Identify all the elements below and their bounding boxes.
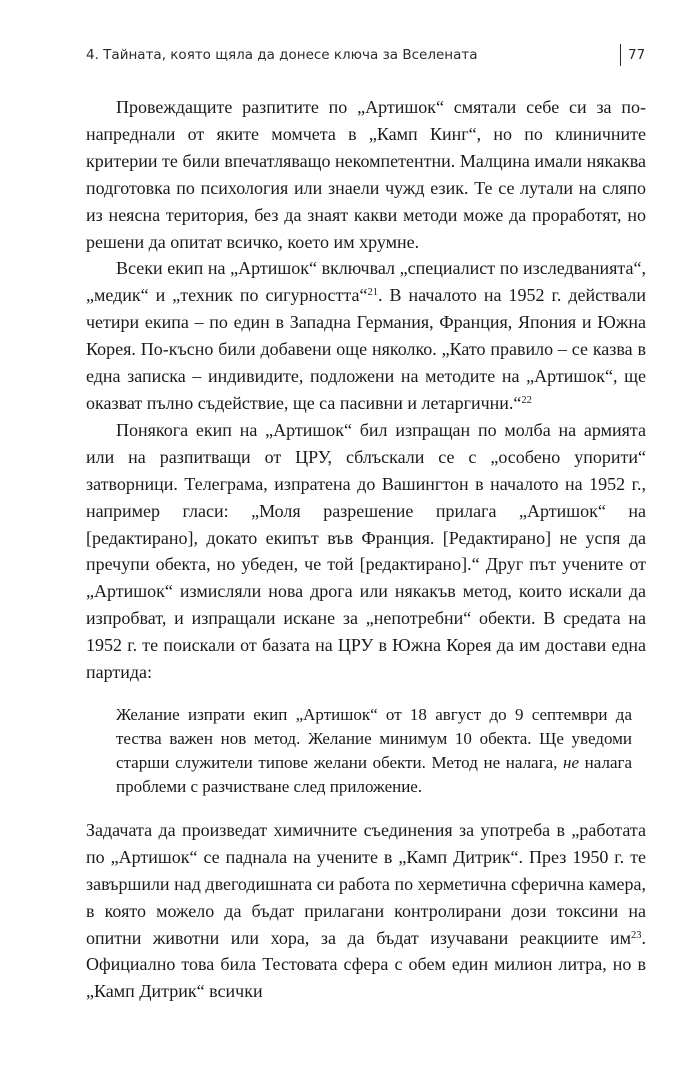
paragraph-text: Задачата да произведат химичните съединения за употреба в „работата по „Артишок“ се паднала на учените в „Камп Дитрик“. През 1950 г. те завършили над двегодишната си работа по херметична сферична камера, в която можело да бъдат прилагани контролирани дози токсини на опитни животни или хора, за да бъдат изучавани реакциите им	[86, 819, 646, 948]
paragraph-text: . Официално това била Тестовата сфера с обем един милион литра, но в „Камп Дитрик“ всички	[86, 927, 646, 1002]
quote-text-part: Желание изпрати екип „Артишок“ от 18 август до 9 септември да тества важен нов метод. Желание минимум 10 обекта. Ще уведоми старши служители типове желани обекти. Метод не налага,	[116, 704, 632, 772]
paragraph	[86, 817, 646, 1005]
paragraph-text: . В началото на 1952 г. действали четири екипа – по един в Западна Германия, Франция, Япония и Южна Корея. По-късно били добавени още няколко. „Като правило – се казва в една записка – индивидите, подложени на методите на „Артишок“, ще оказват пълно съдействие, ще са пасивни и летаргични.“	[86, 285, 646, 413]
quote-text-part: налага проблеми с разчистване след приложение.	[116, 752, 633, 796]
paragraph	[86, 417, 646, 686]
paragraph	[86, 255, 646, 416]
paragraph-text: Понякога екип на „Артишок“ бил изпращан по молба на армията или на разпитващи от ЦРУ, сблъскали се с „особено упорити“ затворници. Телеграма, изпратена до Вашингтон в началото на 1952 г., например гласи: „Моля разрешение прилага „Артишок“ на [редактирано], докато екипът във Франция. [Редактирано] не успя да пречупи обекта, но убеден, че той [редактирано].“ Друг път учените от „Артишок“ измисляли нова дрога или някакъв метод, които искали да изпробват, и изпращали искане за „непотребни“ обекти. В средата на 1952 г. те поискали от базата на ЦРУ в Южна Корея да им достави една партида:	[86, 419, 646, 683]
quote-emphasis: не	[563, 752, 580, 772]
paragraph-text: Провеждащите разпитите по „Артишок“ смятали себе си за по-напреднали от яките момчета в „Камп Кинг“, но по клиничните критерии те били впечатляващо некомпетентни. Малцина имали някаква подготовка по психология или знаели чужд език. Те се лутали на сляпо из неясна територия, без да знаят какви методи може да проработят, но решени да опитат всичко, което им хрумне.	[86, 97, 646, 252]
paragraph	[86, 94, 646, 255]
footnote-ref: 21	[367, 287, 378, 299]
paragraph-text: Всеки екип на „Артишок“ включвал „специалист по изследванията“, „медик“ и „техник по сигурността“	[86, 258, 646, 306]
header-divider	[620, 44, 621, 66]
footnote-ref: 23	[631, 929, 642, 941]
chapter-title: 4. Тайната, която щяла да донесе ключа за Вселената	[86, 47, 478, 63]
body-text	[86, 94, 646, 1005]
running-head	[86, 44, 646, 68]
page-number: 77	[628, 47, 646, 63]
footnote-ref: 22	[521, 394, 532, 406]
block-quote	[116, 703, 632, 799]
quote-text	[116, 703, 632, 799]
